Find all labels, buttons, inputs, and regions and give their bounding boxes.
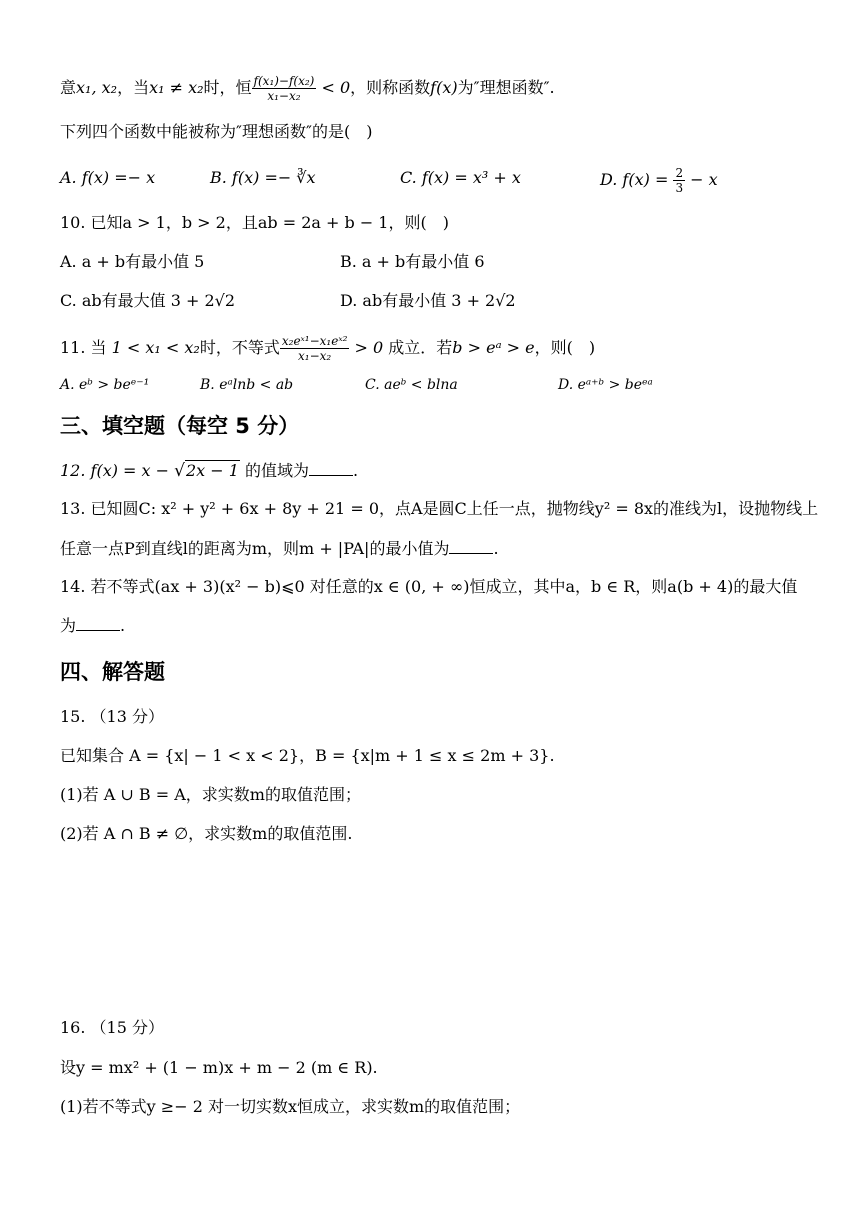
q9-question-line: 下列四个函数中能被称为″理想函数″的是( ) [60,122,373,141]
q9-math: x₁ ≠ x₂ [149,78,204,97]
q14-line2: 为 . [60,616,126,635]
q15-part1: (1)若 A ∪ B = A，求实数m的取值范围； [60,785,361,804]
q15-part2: (2)若 A ∩ B ≠ ∅，求实数m的取值范围. [60,824,353,843]
q13-line1: 13. 已知圆C: x² + y² + 6x + 8y + 21 = 0，点A是圆C上任一点，抛物线y² = 8x的准线为l，设抛物线上 [60,499,819,518]
q12-answer-blank[interactable] [309,461,353,476]
q10-stem: 10. 已知a > 1，b > 2，且ab = 2a + b − 1，则( ) [60,213,449,232]
q15-score: 15. （13 分） [60,707,164,726]
q16-part1: (1)若不等式y ≥− 2 对一切实数x恒成立，求实数m的取值范围； [60,1097,521,1116]
q9-intro-line [60,74,555,103]
q14-line1: 14. 若不等式(ax + 3)(x² − b)⩽0 对任意的x ∈ (0, + ∞)恒成立，其中a，b ∈ R，则a(b + 4)的最大值 [60,577,798,596]
q12-sqrt: 2x − 1 [185,461,239,480]
q9-text: 时，恒 [203,78,252,97]
q9-fraction: $\frac{\text{f(x₁)−f(x₂)}}{\text{x₁−x₂}}$ [253,74,315,103]
q15-stem: 已知集合 A = {x| − 1 < x < 2}，B = {x|m + 1 ≤ x ≤ 2m + 3}. [60,746,555,765]
q16-score: 16. （15 分） [60,1018,164,1037]
q11-stem: 11. 当 1 < x₁ < x₂时，不等式 $\frac{\text{x₂eˣ¹−x₁eˣ²}}{\text{x₁−x₂}}$ > 0 成立．若b > eᵃ > e，则( ) [60,334,596,363]
q11-fraction: $\frac{\text{x₂eˣ¹−x₁eˣ²}}{\text{x₁−x₂}}$ [281,334,348,363]
q11-option-b: B. eᵃlnb < ab [200,377,294,393]
q9-text: 意 [60,78,77,97]
q9-text: 为″理想函数″. [457,78,555,97]
q9-math: < 0 [316,78,351,97]
q12-line: 12. f(x) = x − √2x − 1 的值域为 . [60,461,359,481]
q9-math: f(x) [430,78,458,97]
q9-text: ，则称函数 [350,78,431,97]
q10-option-c: C. ab有最大值 3 + 2√2 [60,291,236,310]
q11-option-a: A. eᵇ > beᵉ⁻¹ [60,377,150,393]
q9-option-d-fraction: $\frac{2}{3}$ [675,166,684,195]
q9-option-b: B. f(x) =− ∛x [210,168,316,187]
q9-option-a: A. f(x) =− x [60,168,156,187]
q13-answer-blank[interactable] [449,539,493,554]
q14-answer-blank[interactable] [76,616,120,631]
q9-math: x₁, x₂ [76,78,118,97]
q16-stem: 设y = mx² + (1 − m)x + m − 2 (m ∈ R). [60,1058,378,1077]
section-heading-answer: 四、解答题 [60,660,165,684]
q9-text: ，当 [117,78,150,97]
q9-option-c: C. f(x) = x³ + x [400,168,521,187]
q10-option-a: A. a + b有最小值 5 [60,252,205,271]
q10-option-b: B. a + b有最小值 6 [340,252,485,271]
q10-option-d: D. ab有最小值 3 + 2√2 [340,291,516,310]
q11-option-d: D. eᵃ⁺ᵇ > beᵉᵃ [558,377,653,393]
q9-option-d: D. f(x) = $\frac{2}{3}$ − x [600,166,718,195]
section-heading-fill-blank: 三、填空题（每空 5 分） [60,414,300,438]
q13-line2: 任意一点P到直线l的距离为m，则m + |PA|的最小值为 . [60,539,499,558]
q11-option-c: C. aeᵇ < blna [365,377,458,393]
